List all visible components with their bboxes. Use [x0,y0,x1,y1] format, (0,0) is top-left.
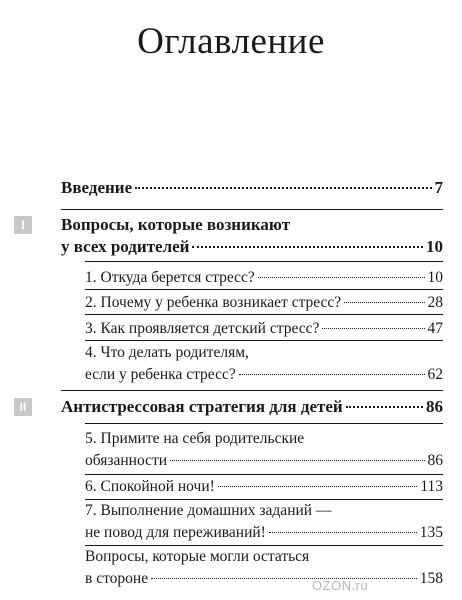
divider [61,390,443,391]
dot-leader [135,187,431,189]
toc-entry-label: в стороне [85,570,149,587]
toc-entry-label: Введение [61,178,133,197]
toc-entry-label: Вопросы, которые могли остаться [85,548,310,565]
toc-entry-part1 [61,214,443,258]
toc-entry-label: 7. Выполнение домашних заданий — [85,502,332,519]
toc-entry-intro [61,177,443,199]
page-number: 86 [427,452,443,469]
divider [85,261,443,262]
divider [85,289,443,290]
dot-leader [192,246,423,248]
page-title: Оглавление [137,21,325,62]
toc-entry-label: 5. Примите на себя родительские [85,430,305,447]
dot-leader [322,328,424,329]
toc-entry-chapter [85,318,443,340]
page-number: 28 [427,294,443,311]
divider [85,423,443,424]
page-number: 62 [427,366,443,383]
toc-entry-chapter [85,428,443,472]
dot-leader [344,302,424,303]
toc-entry-chapter [85,342,443,386]
divider [61,209,443,210]
toc-entry-label: Антистрессовая стратегия для детей [61,397,343,416]
toc-entry-label: 3. Как проявляется детский стресс? [85,320,320,337]
toc-entry-label: обязанности [85,452,168,469]
page-number: 10 [426,237,443,256]
dot-leader [269,532,417,533]
page-number: 10 [427,269,443,286]
toc-entry-label: не повод для переживаний! [85,524,266,541]
toc-entry-part2 [61,396,443,418]
dot-leader [218,486,418,487]
toc-entry-label: 1. Откуда берется стресс? [85,269,255,286]
dot-leader [239,374,425,375]
page-number: 47 [427,320,443,337]
page-number: 135 [419,524,443,541]
toc-entry-chapter [85,292,443,314]
dot-leader [258,277,425,278]
page-number: 113 [420,478,443,495]
toc-entry-label: 6. Спокойной ночи! [85,478,215,495]
toc-entry-chapter [85,500,443,544]
toc-entry-chapter [85,267,443,289]
divider [85,340,443,341]
divider [85,314,443,315]
watermark: OZON.ru [312,578,369,593]
toc-entry-label: 2. Почему у ребенка возникает стресс? [85,294,342,311]
part-marker: I [14,216,32,234]
toc-entry-label: 4. Что делать родителям, [85,344,249,361]
toc-entry-label: Вопросы, которые возникают [61,215,291,234]
dot-leader [151,578,417,579]
toc-entry-chapter [85,546,443,590]
toc-entry-label: если у ребенка стресс? [85,366,236,383]
page-number: 158 [419,570,443,587]
toc-entry-chapter [85,476,443,498]
toc-entry-label: у всех родителей [61,237,190,256]
part-marker: II [14,398,32,416]
page-number: 7 [434,178,443,197]
divider [85,474,443,475]
dot-leader [170,460,424,461]
page-number: 86 [426,397,443,416]
dot-leader [346,406,423,408]
